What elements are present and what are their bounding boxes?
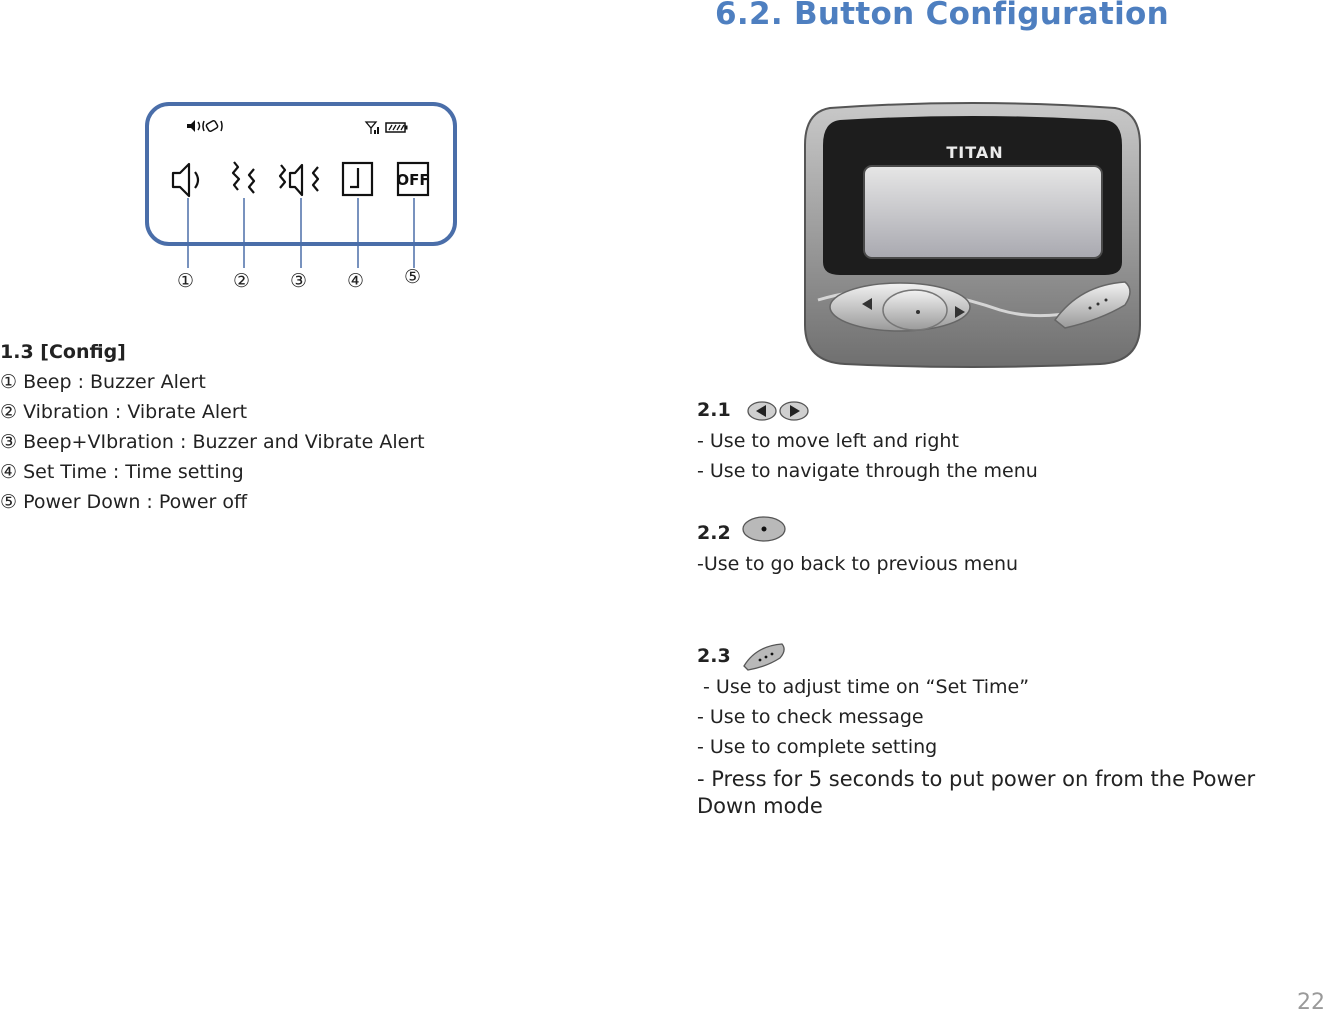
callout-number-4: ④ — [347, 270, 365, 292]
button-2-3-line-4: - Press for 5 seconds to put power on from the Power — [697, 767, 1256, 791]
read-button-icon — [740, 640, 788, 672]
button-2-3-heading: 2.3 — [697, 645, 731, 667]
config-heading: 1.3 [Config] — [0, 341, 126, 363]
page-title: 6.2. Button Configuration — [715, 0, 1169, 32]
off-label: OFF — [396, 171, 430, 189]
callout-number-1: ① — [177, 270, 195, 292]
pager-svg — [800, 100, 1145, 368]
button-2-1-line-1: - Use to move left and right — [697, 430, 959, 452]
config-item-beep: ① Beep : Buzzer Alert — [0, 371, 206, 393]
pager-center-button — [883, 290, 947, 330]
callout-number-5: ⑤ — [404, 266, 422, 288]
button-2-1-line-2: - Use to navigate through the menu — [697, 460, 1038, 482]
page-number: 22 — [1297, 990, 1325, 1015]
button-2-3-line-1: - Use to adjust time on “Set Time” — [697, 676, 1030, 698]
pager-device-figure — [800, 100, 1145, 368]
config-item-power-down: ⑤ Power Down : Power off — [0, 491, 248, 513]
callout-number-2: ② — [233, 270, 251, 292]
center-button-icon — [740, 515, 792, 543]
config-item-vibration: ② Vibration : Vibrate Alert — [0, 401, 248, 423]
button-2-2-heading: 2.2 — [697, 522, 731, 544]
config-item-set-time: ④ Set Time : Time setting — [0, 461, 244, 483]
button-2-2-line-1: -Use to go back to previous menu — [697, 553, 1019, 575]
left-right-buttons-icon — [742, 398, 812, 424]
pager-nav-buttons — [830, 283, 970, 331]
pager-screen — [864, 166, 1102, 258]
callout-number-3: ③ — [290, 270, 308, 292]
button-2-3-line-5: Down mode — [697, 794, 823, 818]
pager-brand: TITAN — [946, 143, 1004, 162]
config-item-beep-vibration: ③ Beep+VIbration : Buzzer and Vibrate Alert — [0, 431, 425, 453]
button-2-3-line-2: - Use to check message — [697, 706, 924, 728]
button-2-1-heading: 2.1 — [697, 399, 731, 421]
button-2-3-line-3: - Use to complete setting — [697, 736, 938, 758]
